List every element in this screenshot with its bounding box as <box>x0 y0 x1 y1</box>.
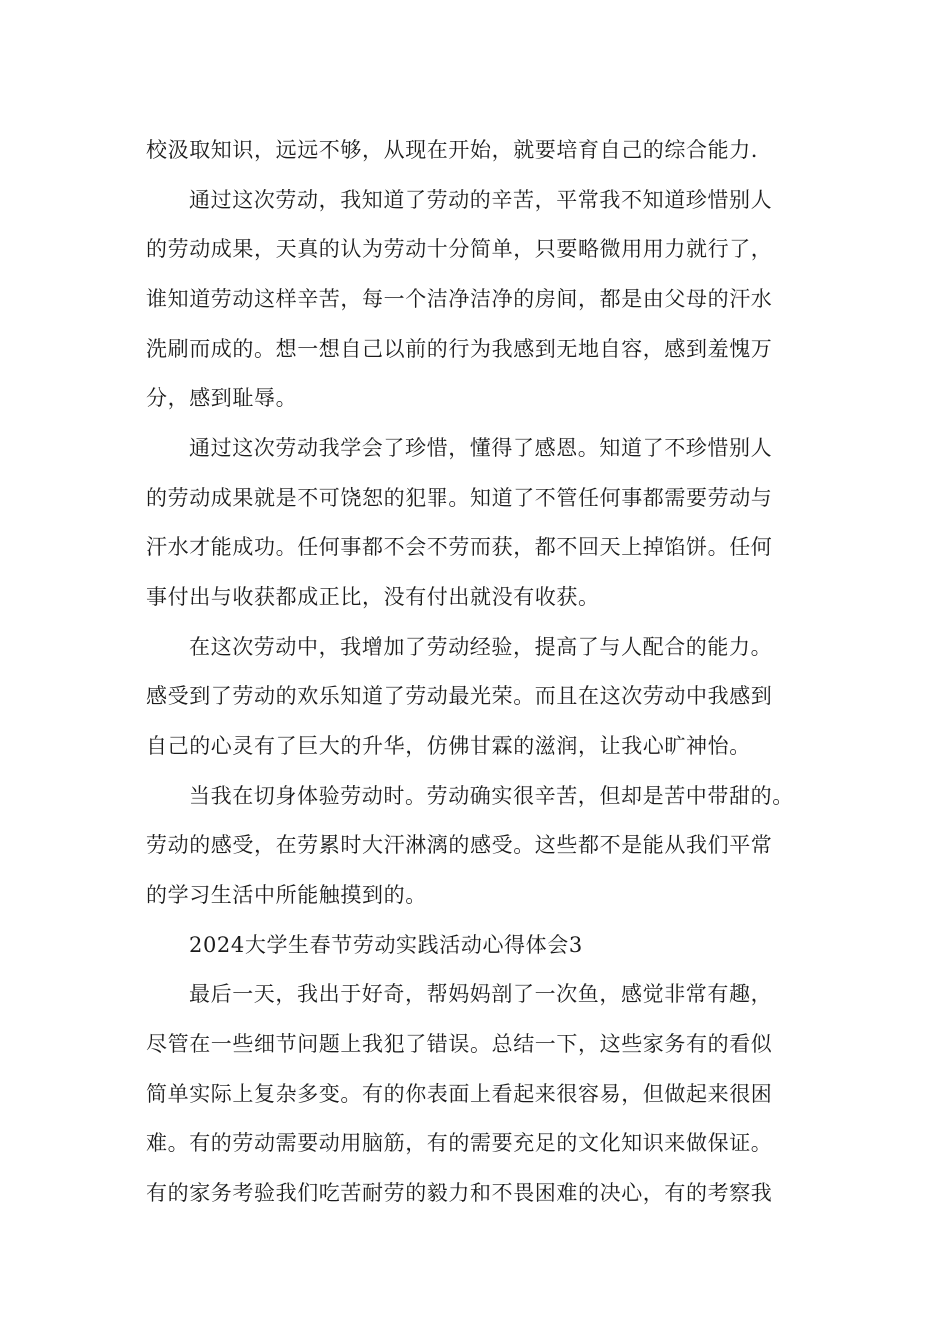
text-line: 通过这次劳动，我知道了劳动的辛苦，平常我不知道珍惜别人 <box>189 188 773 212</box>
text-line: 事付出与收获都成正比，没有付出就没有收获。 <box>146 585 600 609</box>
text-line: 简单实际上复杂多变。有的你表面上看起来很容易，但做起来很困 <box>146 1082 773 1106</box>
text-line: 最后一天，我出于好奇，帮妈妈剖了一次鱼，感觉非常有趣， <box>189 982 773 1006</box>
text-line: 难。有的劳动需要动用脑筋，有的需要充足的文化知识来做保证。 <box>146 1131 773 1155</box>
text-line: 在这次劳动中，我增加了劳动经验，提高了与人配合的能力。 <box>189 635 773 659</box>
text-line: 的学习生活中所能触摸到的。 <box>146 883 427 907</box>
text-line: 的劳动成果就是不可饶恕的犯罪。知道了不管任何事都需要劳动与 <box>146 486 773 510</box>
text-line: 自己的心灵有了巨大的升华，仿佛甘霖的滋润，让我心旷神怡。 <box>146 734 751 758</box>
text-line: 感受到了劳动的欢乐知道了劳动最光荣。而且在这次劳动中我感到 <box>146 684 773 708</box>
section-heading: 2024大学生春节劳动实践活动心得体会3 <box>189 933 583 957</box>
text-line: 洗刷而成的。想一想自己以前的行为我感到无地自容，感到羞愧万 <box>146 337 773 361</box>
text-line: 校汲取知识，远远不够，从现在开始，就要培育自己的综合能力. <box>146 138 759 162</box>
text-line: 有的家务考验我们吃苦耐劳的毅力和不畏困难的决心，有的考察我 <box>146 1181 773 1205</box>
text-line: 当我在切身体验劳动时。劳动确实很辛苦，但却是苦中带甜的。 <box>189 784 794 808</box>
text-line: 分，感到耻辱。 <box>146 386 298 410</box>
text-line: 谁知道劳动这样辛苦，每一个洁净洁净的房间，都是由父母的汗水 <box>146 287 773 311</box>
text-line: 汗水才能成功。任何事都不会不劳而获，都不回天上掉馅饼。任何 <box>146 535 773 559</box>
text-line: 的劳动成果，天真的认为劳动十分简单，只要略微用用力就行了， <box>146 237 773 261</box>
text-line: 劳动的感受，在劳累时大汗淋漓的感受。这些都不是能从我们平常 <box>146 833 773 857</box>
text-line: 通过这次劳动我学会了珍惜，懂得了感恩。知道了不珍惜别人 <box>189 436 773 460</box>
text-line: 尽管在一些细节问题上我犯了错误。总结一下，这些家务有的看似 <box>146 1032 773 1056</box>
